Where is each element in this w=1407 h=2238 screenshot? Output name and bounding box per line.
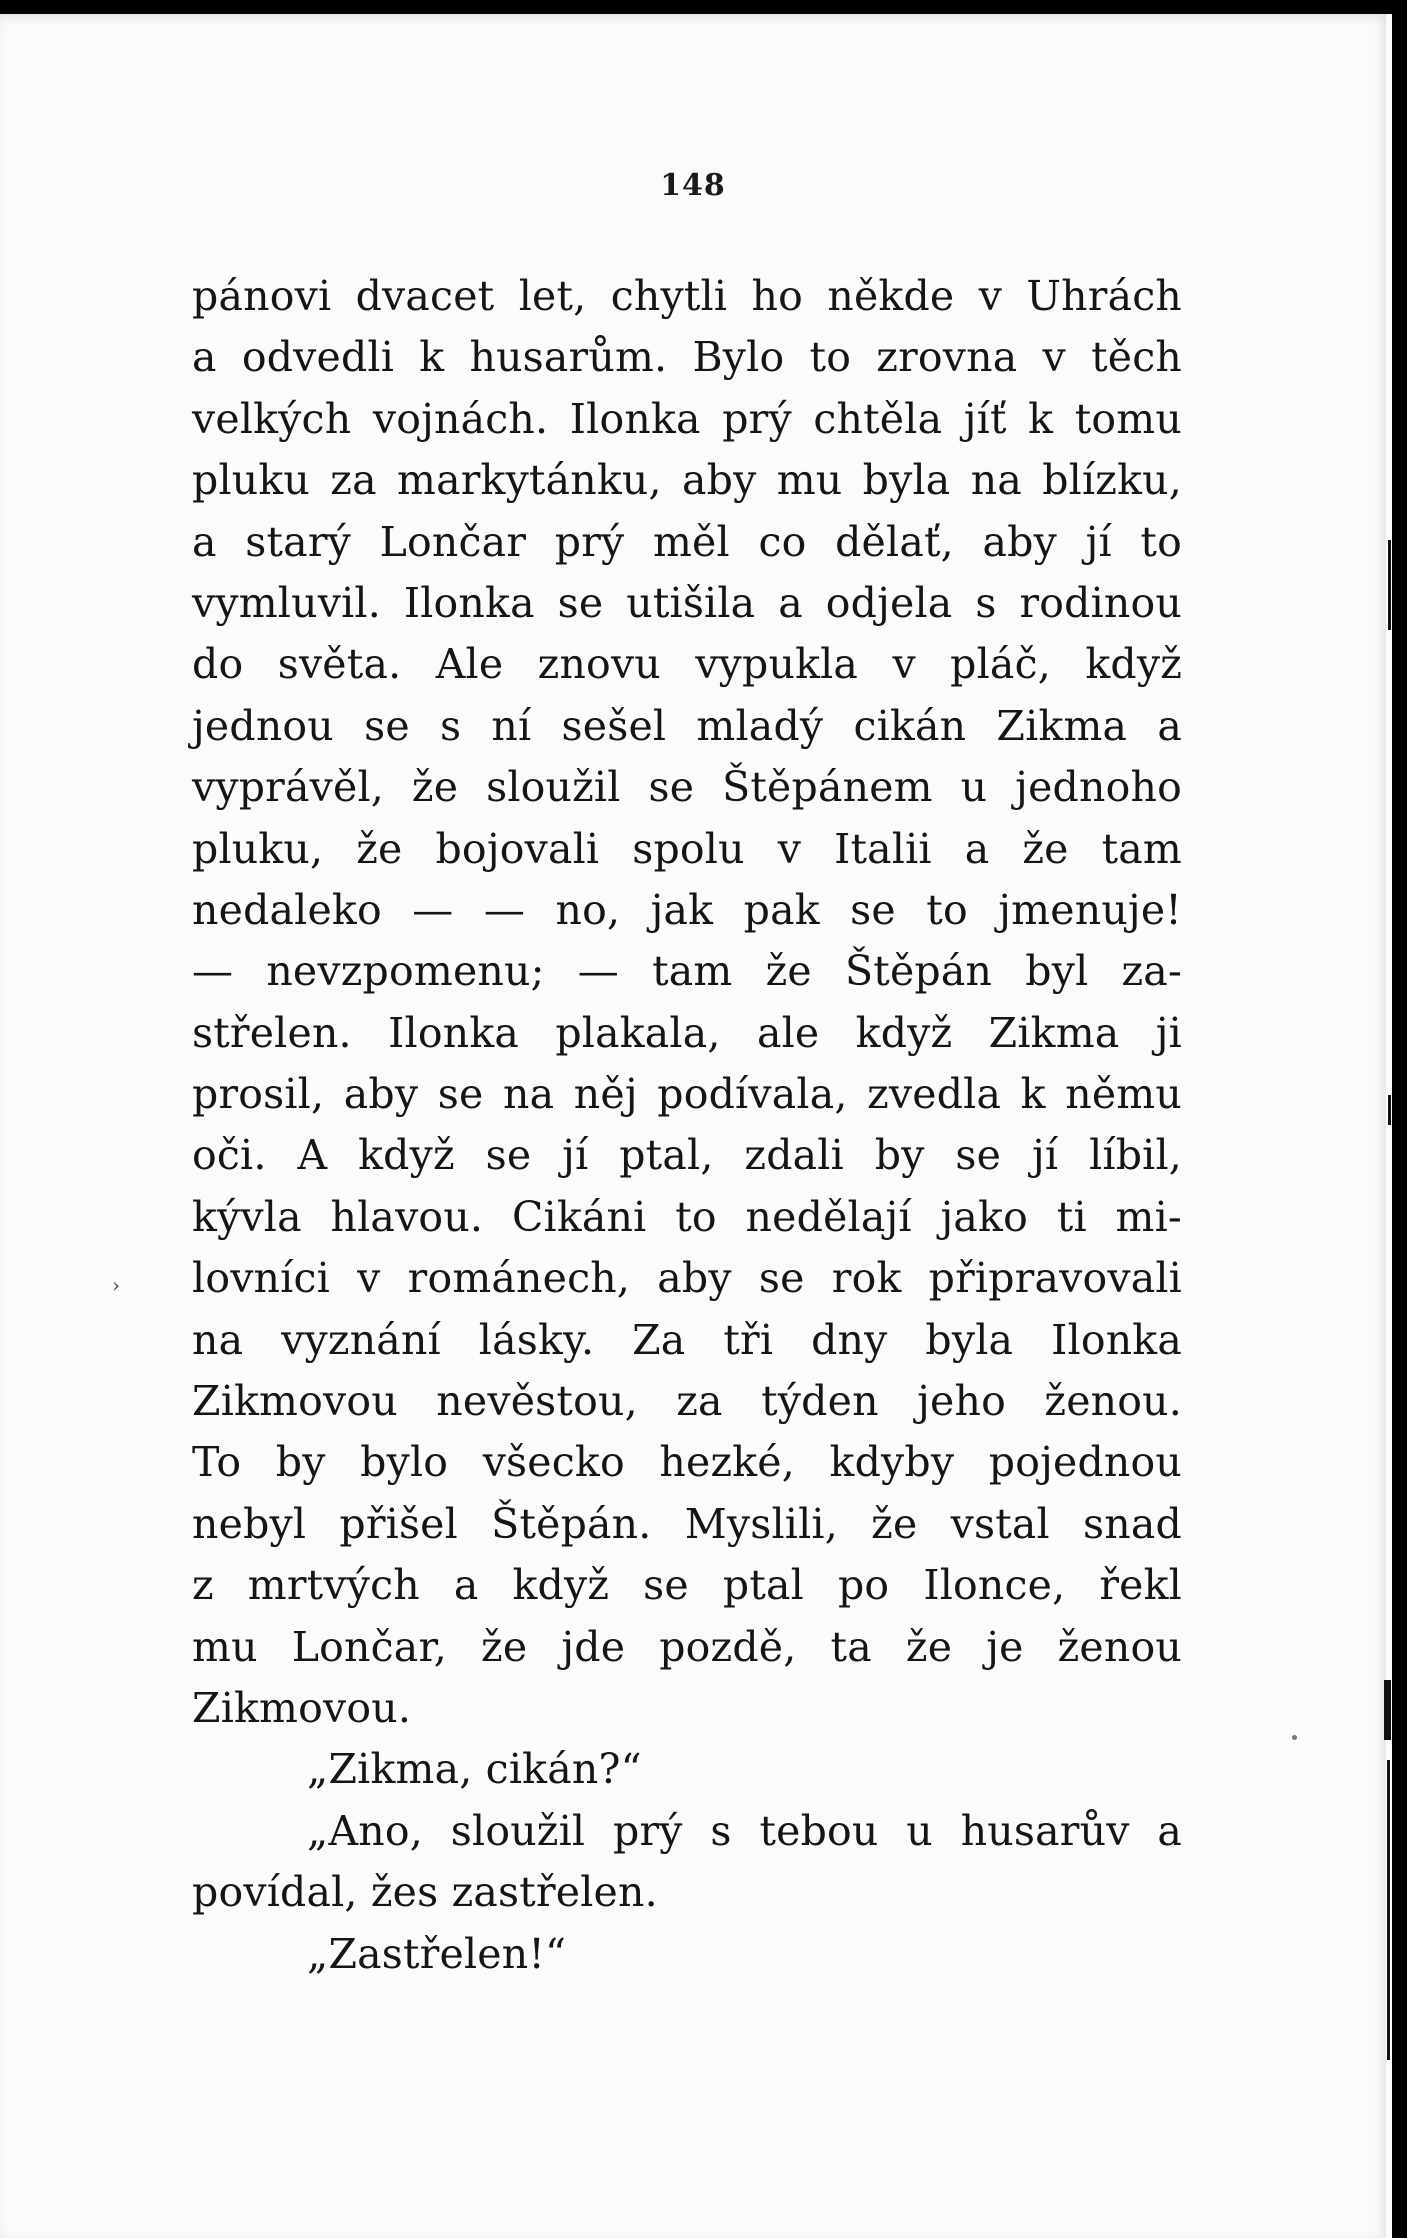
text-line: a odvedli k husarům. Bylo to zrovna v těch [192,333,1182,382]
text-line: lovníci v románech, aby se rok připravovali [192,1254,1182,1303]
edge-mark [1387,1760,1390,2060]
text-line: Zikmovou nevěstou, za týden jeho ženou. [192,1377,1182,1426]
text-line: nebyl přišel Štěpán. Myslili, že vstal snad [192,1499,1182,1548]
text-line: pánovi dvacet let, chytli ho někde v Uhrách [192,272,1182,320]
edge-mark [1384,1680,1391,1740]
text-line: jednou se s ní sešel mladý cikán Zikma a [192,701,1182,750]
text-line: na vyznání lásky. Za tři dny byla Ilonka [192,1315,1182,1364]
edge-mark [1388,1095,1391,1125]
edge-mark [1388,540,1391,630]
dialogue-line: „Ano, sloužil prý s tebou u husarův a [307,1806,1182,1855]
text-line: z mrtvých a když se ptal po Ilonce, řekl [192,1561,1182,1610]
margin-mark: › [112,1273,120,1297]
page-number: 148 [660,168,726,203]
dialogue-line: „Zikma, cikán?“ [307,1745,642,1794]
text-line: do světa. Ale znovu vypukla v pláč, když [192,640,1182,689]
text-line: mu Lončar, že jde pozdě, ta že je ženou [192,1622,1182,1671]
text-line: nedaleko — — no, jak pak se to jmenuje! [192,885,1182,934]
body-text [192,266,1182,1985]
text-line: kývla hlavou. Cikáni to nedělají jako ti mi- [192,1192,1182,1241]
text-line: — nevzpomenu; — tam že Štěpán byl za- [192,947,1182,996]
text-line: pluku, že bojovali spolu v Italii a že tam [192,824,1182,873]
text-line: velkých vojnách. Ilonka prý chtěla jíť k tomu [192,394,1182,443]
speck [1292,1735,1297,1740]
text-line: Zikmovou. [192,1683,412,1732]
text-line: a starý Lončar prý měl co dělať, aby jí to [192,517,1182,566]
text-line: pluku za markytánku, aby mu byla na blízku, [192,456,1182,505]
text-line: prosil, aby se na něj podívala, zvedla k němu [192,1070,1182,1119]
text-line: povídal, žes zastřelen. [192,1868,658,1917]
text-line: To by bylo všecko hezké, kdyby pojednou [192,1438,1182,1487]
text-line: střelen. Ilonka plakala, ale když Zikma ji [192,1008,1182,1057]
text-line: vyprávěl, že sloužil se Štěpánem u jednoho [192,763,1182,812]
dialogue-line: „Zastřelen!“ [307,1929,567,1978]
text-line: oči. A když se jí ptal, zdali by se jí líbil, [192,1131,1182,1180]
text-line: vymluvil. Ilonka se utišila a odjela s rodinou [192,578,1182,627]
